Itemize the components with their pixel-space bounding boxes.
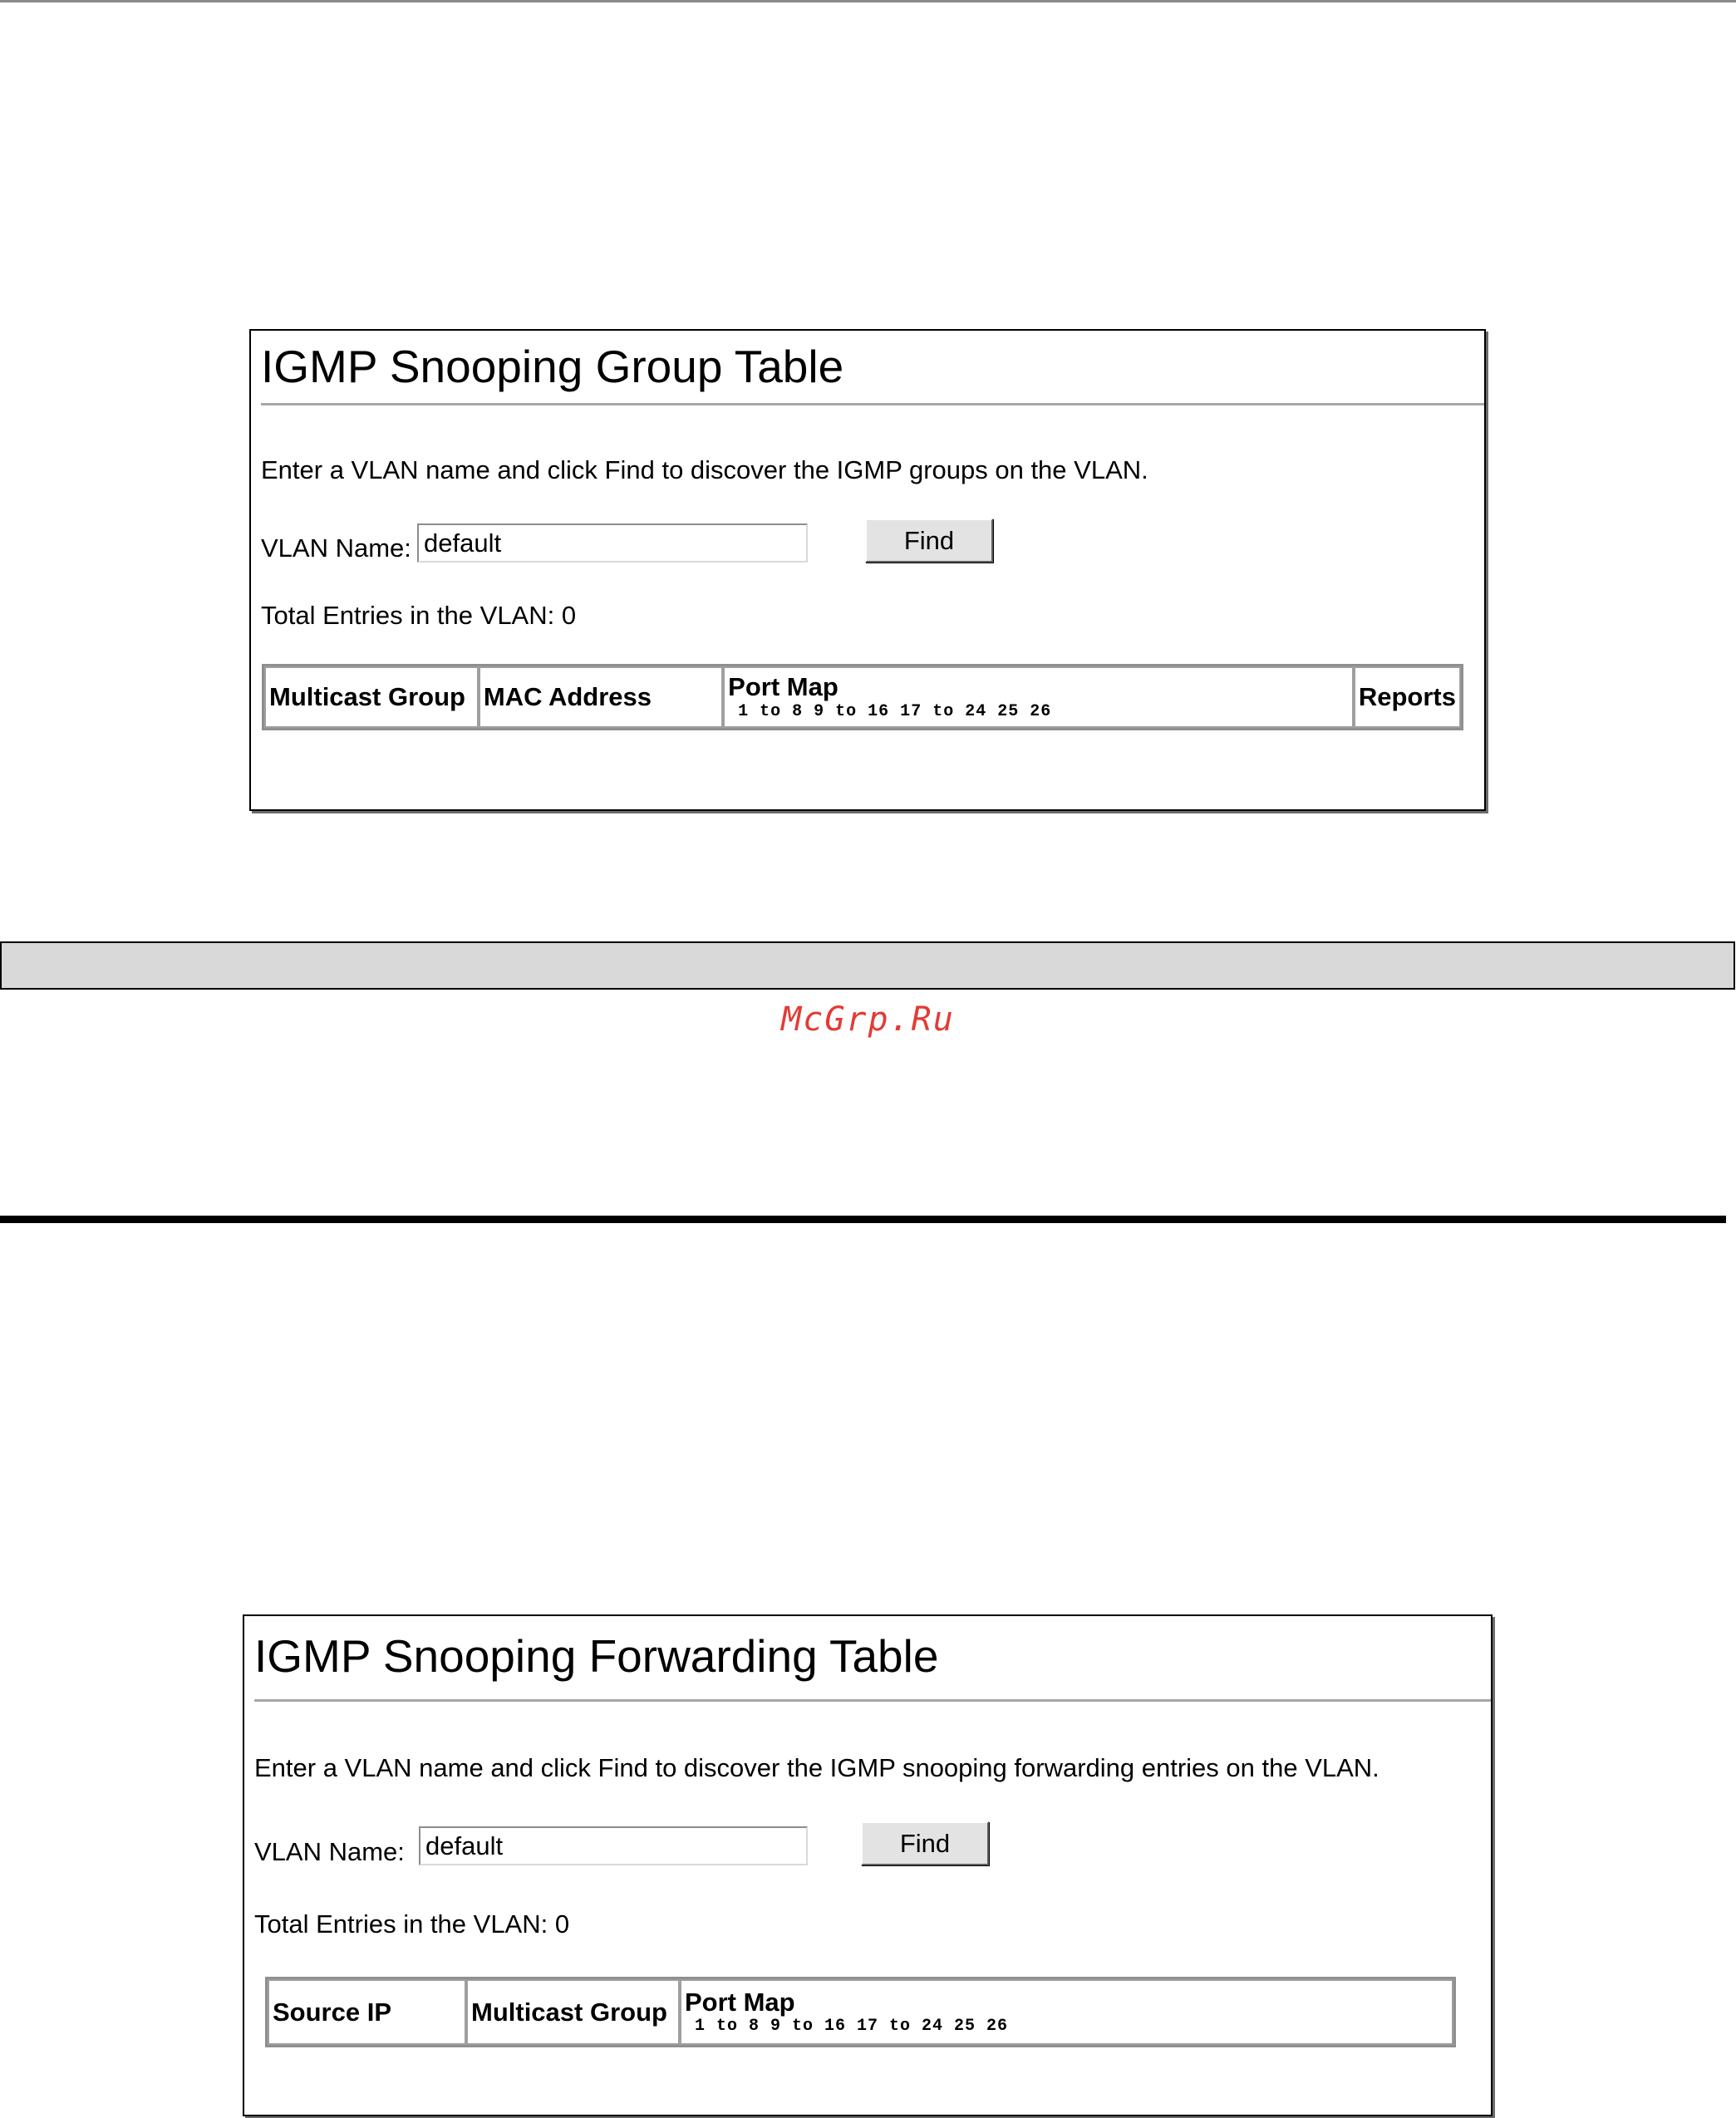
top-rule [0,0,1736,2]
source-ip-column-header: Source IP [268,1979,466,2045]
group-instruction-text: Enter a VLAN name and click Find to discover the IGMP groups on the VLAN. [261,455,1148,484]
port-map-column-header [723,666,1354,728]
multicast-group-column-header: Multicast Group [264,666,479,728]
group-vlan-name-label: VLAN Name: [261,533,411,563]
reports-column-header: Reports [1354,666,1461,728]
forwarding-table-header-row [268,1979,1453,2045]
igmp-snooping-forwarding-table-panel [243,1614,1493,2116]
forwarding-vlan-name-input[interactable] [419,1826,808,1865]
port-map-title: Port Map [728,672,838,702]
group-total-entries: Total Entries in the VLAN: 0 [261,601,577,630]
forwarding-table [265,1977,1456,2047]
forwarding-port-map-column-header [680,1979,1453,2045]
forwarding-multicast-group-column-header: Multicast Group [466,1979,680,2045]
gray-header-bar [0,941,1735,990]
forwarding-port-map-title: Port Map [685,1987,795,2017]
group-table-header-row [264,666,1461,728]
igmp-snooping-group-table-panel [249,329,1486,811]
mac-address-column-header: MAC Address [479,666,723,728]
group-find-button[interactable]: Find [865,518,993,563]
forwarding-find-button[interactable]: Find [861,1821,989,1865]
group-title-divider [261,403,1484,405]
mcgrp-watermark: McGrp.Ru [781,1000,955,1039]
forwarding-total-entries: Total Entries in the VLAN: 0 [254,1909,570,1939]
group-table [262,664,1463,730]
port-map-scale: 1 to 8 9 to 16 17 to 24 25 26 [738,701,1052,721]
group-vlan-name-input[interactable] [417,523,808,563]
forwarding-vlan-name-label: VLAN Name: [254,1837,405,1866]
forwarding-instruction-text: Enter a VLAN name and click Find to discover the IGMP snooping forwarding entries on the VLAN. [254,1753,1379,1782]
group-table-title: IGMP Snooping Group Table [261,341,844,392]
forwarding-port-map-scale: 1 to 8 9 to 16 17 to 24 25 26 [695,2017,1009,2037]
forwarding-title-divider [254,1699,1491,1702]
forwarding-table-title: IGMP Snooping Forwarding Table [254,1630,939,1682]
section-rule [0,1216,1726,1223]
